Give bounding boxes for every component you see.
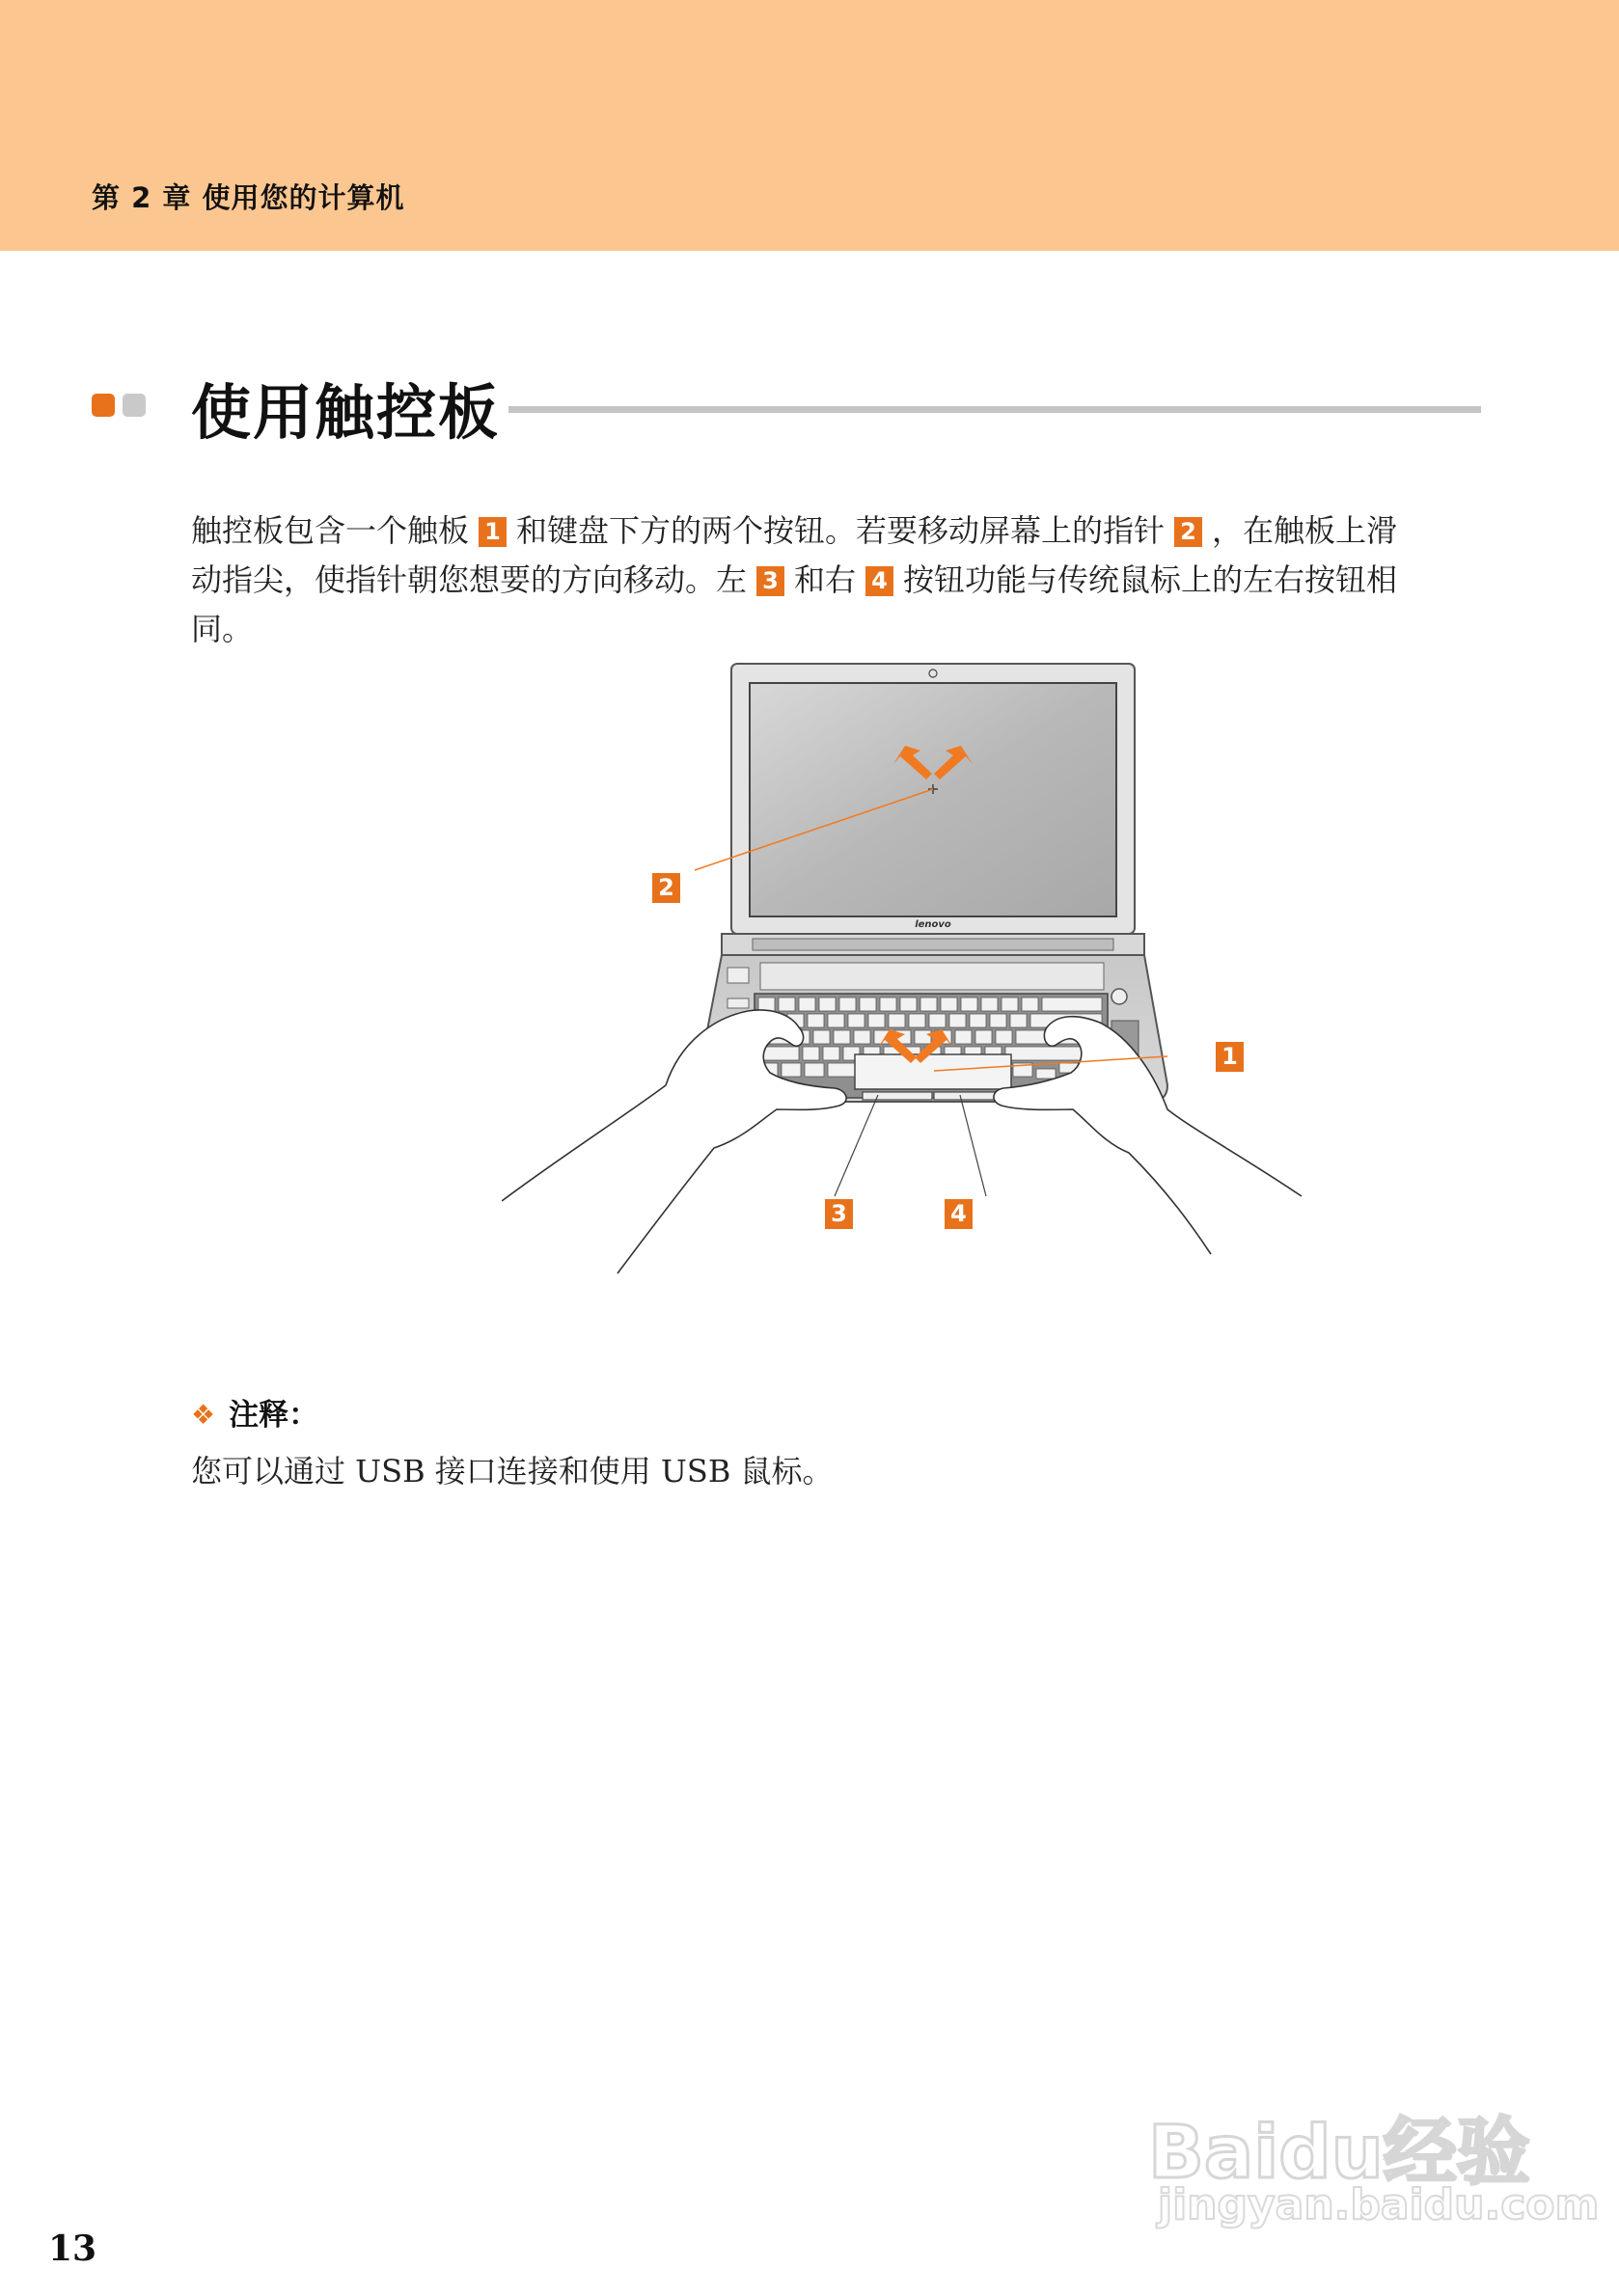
- note-text: 您可以通过 USB 接口连接和使用 USB 鼠标。: [191, 1453, 834, 1490]
- header-band: [0, 0, 1619, 251]
- watermark-url: jingyan.baidu.com: [1158, 2180, 1600, 2229]
- section-heading: [92, 365, 1481, 451]
- heading-bullet-gray: [123, 394, 146, 417]
- figure-callout-3: 3: [825, 1199, 853, 1229]
- callout-badge-3: 3: [756, 566, 784, 596]
- note-label: 注释：: [229, 1398, 319, 1433]
- chapter-title: 第 2 章 使用您的计算机: [92, 181, 405, 214]
- figure-callout-2: 2: [652, 873, 680, 903]
- brand-logo: lenovo: [915, 919, 951, 930]
- laptop-screen: [750, 683, 1116, 916]
- power-button-icon: [1111, 989, 1127, 1004]
- body-text: 和键盘下方的两个按钮。若要移动屏幕上的指针: [516, 512, 1166, 549]
- body-text: 动指尖，使指针朝您想要的方向移动。左: [191, 561, 748, 598]
- callout-badge-4: 4: [865, 566, 893, 596]
- diamond-bullet-icon: ❖: [191, 1399, 216, 1431]
- body-paragraph: [191, 506, 1474, 654]
- touchpad-surface: [855, 1054, 1011, 1089]
- callout-badge-1: 1: [479, 517, 507, 547]
- media-strip: [760, 963, 1104, 990]
- note-heading: [191, 1390, 319, 1433]
- touchpad-right-button: [934, 1092, 1003, 1100]
- heading-bullet-orange: [92, 394, 115, 417]
- figure-callout-1: 1: [1216, 1042, 1244, 1072]
- body-text: 触控板包含一个触板: [191, 512, 470, 549]
- figure-callout-4: 4: [945, 1199, 973, 1229]
- body-line-1: [191, 506, 1474, 556]
- section-title: 使用触控板: [191, 377, 501, 448]
- laptop-illustration-svg: [502, 656, 1303, 1331]
- section-rule: [508, 406, 1481, 413]
- laptop-touchpad-illustration: [502, 656, 1303, 1331]
- page-number: 13: [48, 2228, 97, 2269]
- callout-badge-2: 2: [1174, 517, 1202, 547]
- body-line-3: 同。: [191, 611, 254, 647]
- body-text: 和右: [794, 561, 857, 598]
- baidu-watermark: [1148, 2055, 1600, 2248]
- body-line-2: [191, 556, 1474, 605]
- body-text: 按钮功能与传统鼠标上的左右按钮相: [903, 561, 1398, 598]
- body-text: ，在触板上滑: [1212, 512, 1398, 549]
- watermark-main: Baidu经验: [1148, 2109, 1530, 2195]
- touchpad-left-button: [863, 1092, 932, 1100]
